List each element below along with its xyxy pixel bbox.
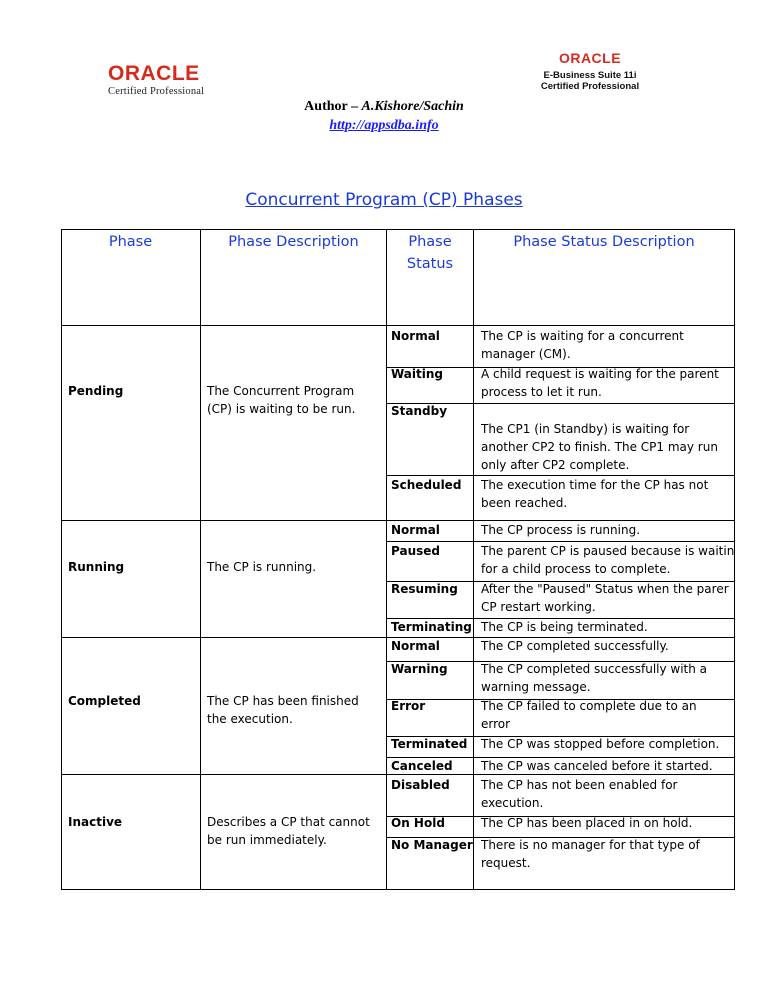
status-description [481,814,692,832]
status-description [481,757,713,775]
status-name: Disabled [391,778,450,792]
description-line: manager (CM). [481,347,571,361]
description-line: the execution. [207,712,293,726]
certified-professional-text: Certified Professional [108,86,205,97]
status-name: Normal [391,329,440,343]
header-phase-description: Phase Description [228,234,359,250]
description-line: request. [481,856,531,870]
description-line: been reached. [481,496,568,510]
status-name: Terminating [391,620,472,634]
status-description [481,637,669,655]
description-line: process to let it run. [481,385,602,399]
status-description [481,618,648,636]
description-line: The CP is waiting for a concurrent [481,329,684,343]
description-line: The CP has been placed in on hold. [481,816,693,830]
status-name: Normal [391,639,440,653]
status-description [481,476,727,512]
header-phase-status-line2: Status [406,256,454,272]
ebs-certified-logo [520,50,660,92]
table-border [734,229,735,890]
table-border [61,889,735,890]
table-border [61,229,62,890]
header-status-description: Phase Status Description [513,234,695,250]
description-line: The CP completed successfully with a [481,662,708,676]
description-line: CP restart working. [481,600,596,614]
description-line: execution. [481,796,544,810]
description-line: The Concurrent Program [207,384,355,398]
phase-name: Inactive [68,815,123,829]
description-line: another CP2 to finish. The CP1 may run [481,440,718,454]
header-phase-status-line1: Phase [408,234,452,250]
status-name: Resuming [391,582,458,596]
description-line: be run immediately. [207,833,327,847]
description-line: only after CP2 complete. [481,458,630,472]
table-border [473,229,474,890]
description-line: There is no manager for that type of [481,838,700,852]
phase-name: Completed [68,694,141,708]
status-description [481,420,727,474]
site-link[interactable]: http://appsdba.info [329,118,439,133]
table-border [200,229,201,890]
status-description [481,735,719,753]
status-description [481,365,729,401]
status-description [481,521,640,539]
ebs-certified-text: Certified Professional [540,81,640,92]
description-line: The CP is being terminated. [481,620,648,634]
oracle-logo-text: ORACLE [108,62,200,85]
description-line: The CP was stopped before completion. [481,737,720,751]
phase-description [207,558,316,576]
description-line: The CP failed to complete due to an [481,699,697,713]
phase-name: Running [68,560,125,574]
phase-description [207,813,370,849]
status-description [481,697,697,733]
author-line [0,98,768,115]
status-name: Warning [391,662,448,676]
status-description [481,327,729,363]
description-line: The execution time for the CP has not [481,478,709,492]
description-line: warning message. [481,680,591,694]
phase-description [207,692,359,728]
status-name: Waiting [391,367,444,381]
status-description [481,580,734,616]
description-line: (CP) is waiting to be run. [207,402,356,416]
description-line: The CP process is running. [481,523,641,537]
author-prefix: Author – [304,99,362,114]
description-line: The parent CP is paused because is waitin [481,544,734,558]
description-line: The CP completed successfully. [481,639,669,653]
description-line: error [481,717,511,731]
status-name: Error [391,699,426,713]
phases-table [61,229,735,890]
status-name: Canceled [391,759,453,773]
author-name: A.Kishore/Sachin [361,99,464,114]
table-border [61,325,735,326]
status-name: Normal [391,523,440,537]
status-description [481,542,734,578]
description-line: for a child process to complete. [481,562,671,576]
status-name: No Manager [391,838,473,852]
status-name: Scheduled [391,478,462,492]
page-title: Concurrent Program (CP) Phases [245,190,523,210]
status-description [481,660,707,696]
header-phase-status [387,231,473,275]
table-border [61,229,735,230]
table-border [386,229,387,890]
status-name: Terminated [391,737,468,751]
header-phase: Phase [108,234,153,250]
status-name: Standby [391,404,448,418]
description-line: Describes a CP that cannot [207,815,370,829]
status-name: On Hold [391,816,445,830]
ebs-suite-text: E-Business Suite 11i [543,70,637,81]
phase-name: Pending [68,384,124,398]
oracle-logo-text: ORACLE [558,50,622,66]
description-line: The CP is running. [207,560,317,574]
description-line: After the "Paused" Status when the parer [481,582,729,596]
description-line: The CP has been finished [207,694,359,708]
status-name: Paused [391,544,440,558]
status-description [481,776,677,812]
phase-description [207,382,377,418]
status-description [481,836,700,872]
description-line: The CP1 (in Standby) is waiting for [481,422,690,436]
description-line: The CP was canceled before it started. [481,759,713,773]
description-line: A child request is waiting for the parent [481,367,719,381]
oracle-certified-logo [108,62,228,98]
description-line: The CP has not been enabled for [481,778,678,792]
